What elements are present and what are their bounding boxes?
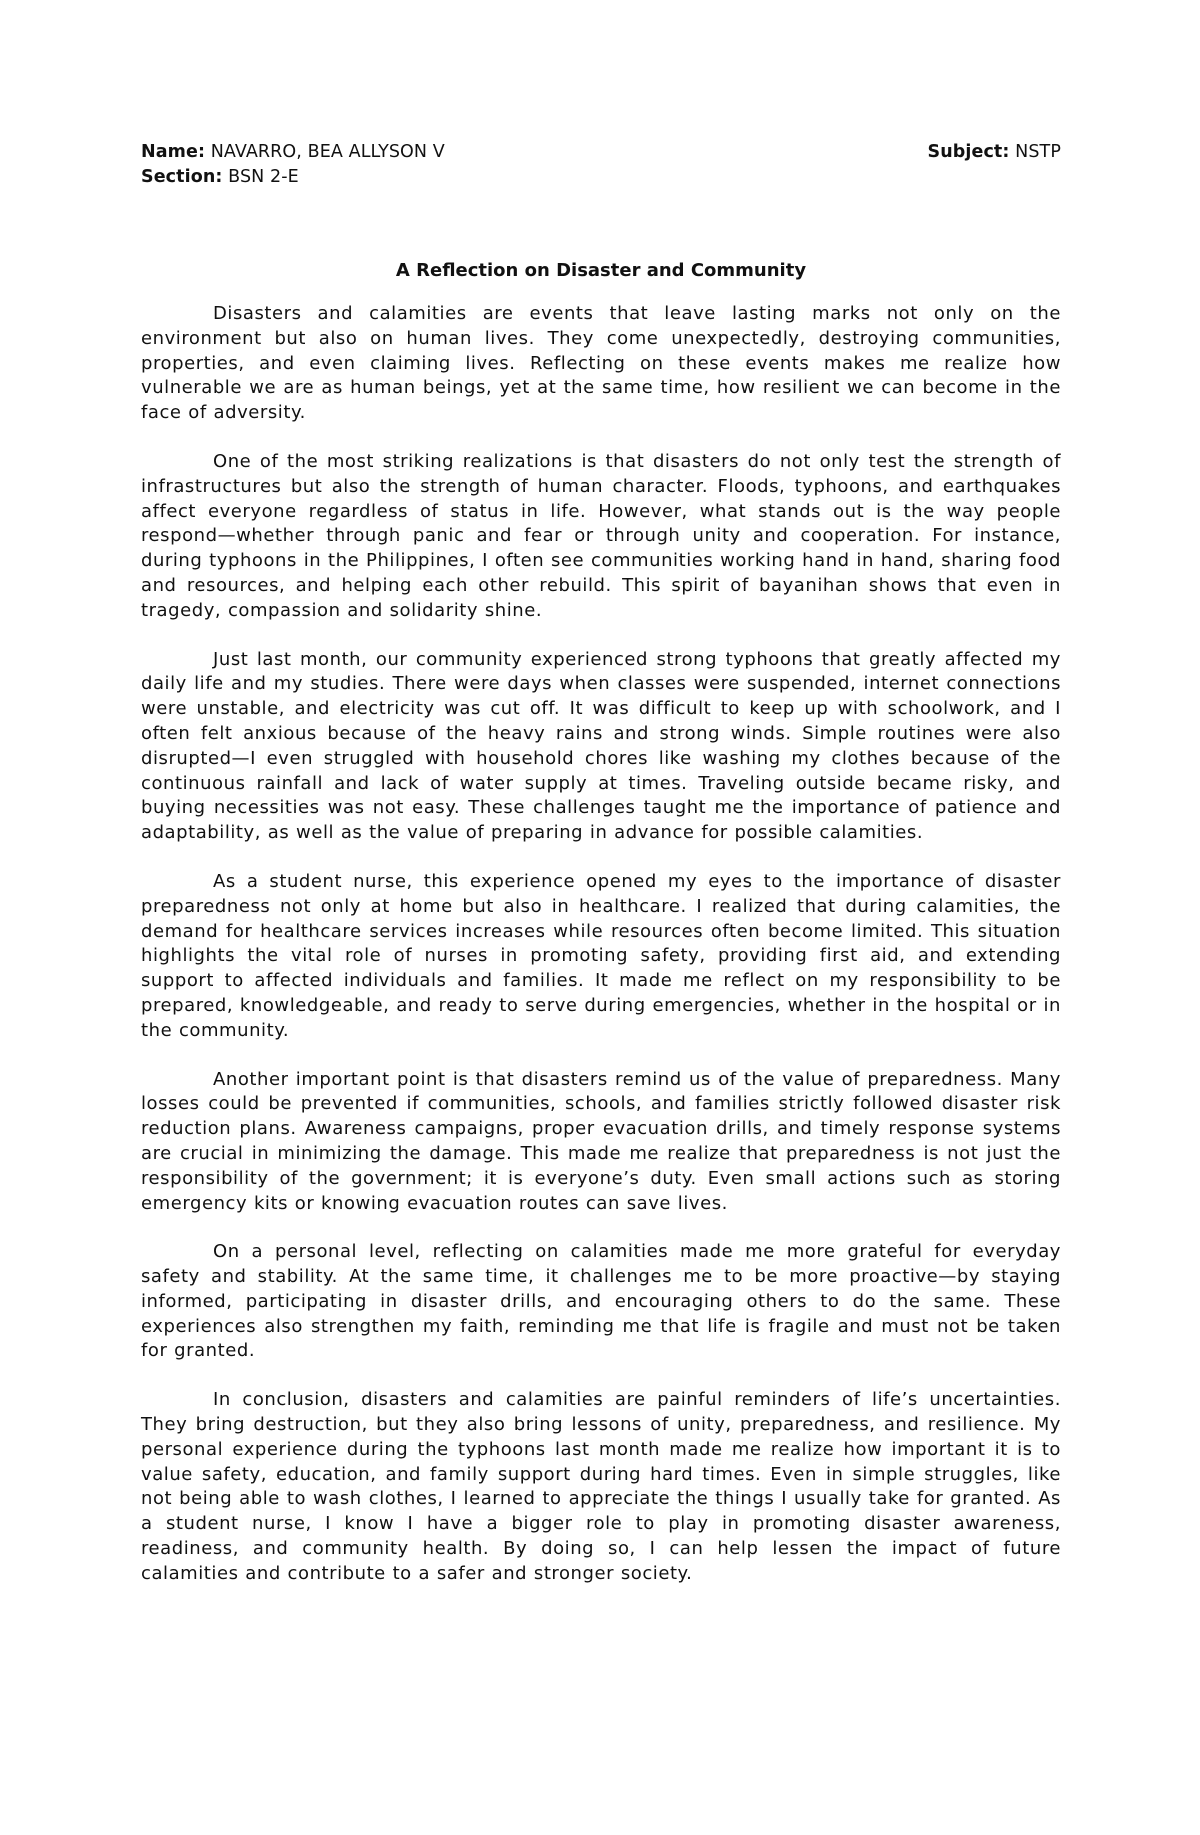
section-value: BSN 2-E: [228, 167, 299, 187]
subject-field: [927, 140, 1061, 165]
paragraph-1: Disasters and calamities are events that leave lasting marks not only on the environment but also on human lives. They come unexpectedly, destroying communities, properties, and even claiming lives. Reflecting on these events makes me realize how vulnerable we are as human beings, yet at the same time, how resilient we can become in the face of adversity.: [141, 303, 1061, 424]
name-field: [141, 140, 445, 165]
paragraph-2: One of the most striking realizations is that disasters do not only test the strength of infrastructures but also the strength of human character. Floods, typhoons, and earthquakes affect everyone regardless of status in life. However, what stands out is the way people respond—whether through panic and fear or through unity and cooperation. For instance, during typhoons in the Philippines, I often see communities working hand in hand, sharing food and resources, and helping each other rebuild. This spirit of bayanihan shows that even in tragedy, compassion and solidarity shine.: [141, 450, 1061, 621]
name-value: NAVARRO, BEA ALLYSON V: [210, 142, 445, 162]
paragraph-4: As a student nurse, this experience opened my eyes to the importance of disaster preparedness not only at home but also in healthcare. I realized that during calamities, the demand for healthcare services increases while resources often become limited. This situation highlights the vital role of nurses in promoting safety, providing first aid, and extending support to affected individuals and families. It made me reflect on my responsibility to be prepared, knowledgeable, and ready to serve during emergencies, whether in the hospital or in the community.: [141, 870, 1061, 1041]
header-row-1: [141, 140, 1061, 165]
header-row-2: [141, 165, 1061, 190]
document-title: A Reflection on Disaster and Community: [395, 260, 807, 281]
section-label: Section:: [141, 167, 223, 187]
subject-value: NSTP: [1015, 142, 1061, 162]
header-block: [141, 140, 1061, 190]
subject-label: Subject:: [927, 142, 1010, 162]
paragraph-5: Another important point is that disasters remind us of the value of preparedness. Many losses could be prevented if communities, schools, and families strictly followed disaster risk reduction plans. Awareness campaigns, proper evacuation drills, and timely response systems are crucial in minimizing the damage. This made me realize that preparedness is not just the responsibility of the government; it is everyone’s duty. Even small actions such as storing emergency kits or knowing evacuation routes can save lives.: [141, 1068, 1061, 1214]
section-field: [141, 165, 299, 190]
paragraph-6: On a personal level, reflecting on calamities made me more grateful for everyday safety and stability. At the same time, it challenges me to be more proactive—by staying informed, participating in disaster drills, and encouraging others to do the same. These experiences also strengthen my faith, reminding me that life is fragile and must not be taken for granted.: [141, 1241, 1061, 1362]
name-label: Name:: [141, 142, 206, 162]
paragraph-7: In conclusion, disasters and calamities are painful reminders of life’s uncertainties. They bring destruction, but they also bring lessons of unity, preparedness, and resilience. My personal experience during the typhoons last month made me realize how important it is to value safety, education, and family support during hard times. Even in simple struggles, like not being able to wash clothes, I learned to appreciate the things I usually take for granted. As a student nurse, I know I have a bigger role to play in promoting disaster awareness, readiness, and community health. By doing so, I can help lessen the impact of future calamities and contribute to a safer and stronger society.: [141, 1389, 1061, 1584]
paragraph-3: Just last month, our community experienced strong typhoons that greatly affected my daily life and my studies. There were days when classes were suspended, internet connections were unstable, and electricity was cut off. It was difficult to keep up with schoolwork, and I often felt anxious because of the heavy rains and strong winds. Simple routines were also disrupted—I even struggled with household chores like washing my clothes because of the continuous rainfall and lack of water supply at times. Traveling outside became risky, and buying necessities was not easy. These challenges taught me the importance of patience and adaptability, as well as the value of preparing in advance for possible calamities.: [141, 648, 1061, 844]
document-content: [141, 140, 1061, 1587]
